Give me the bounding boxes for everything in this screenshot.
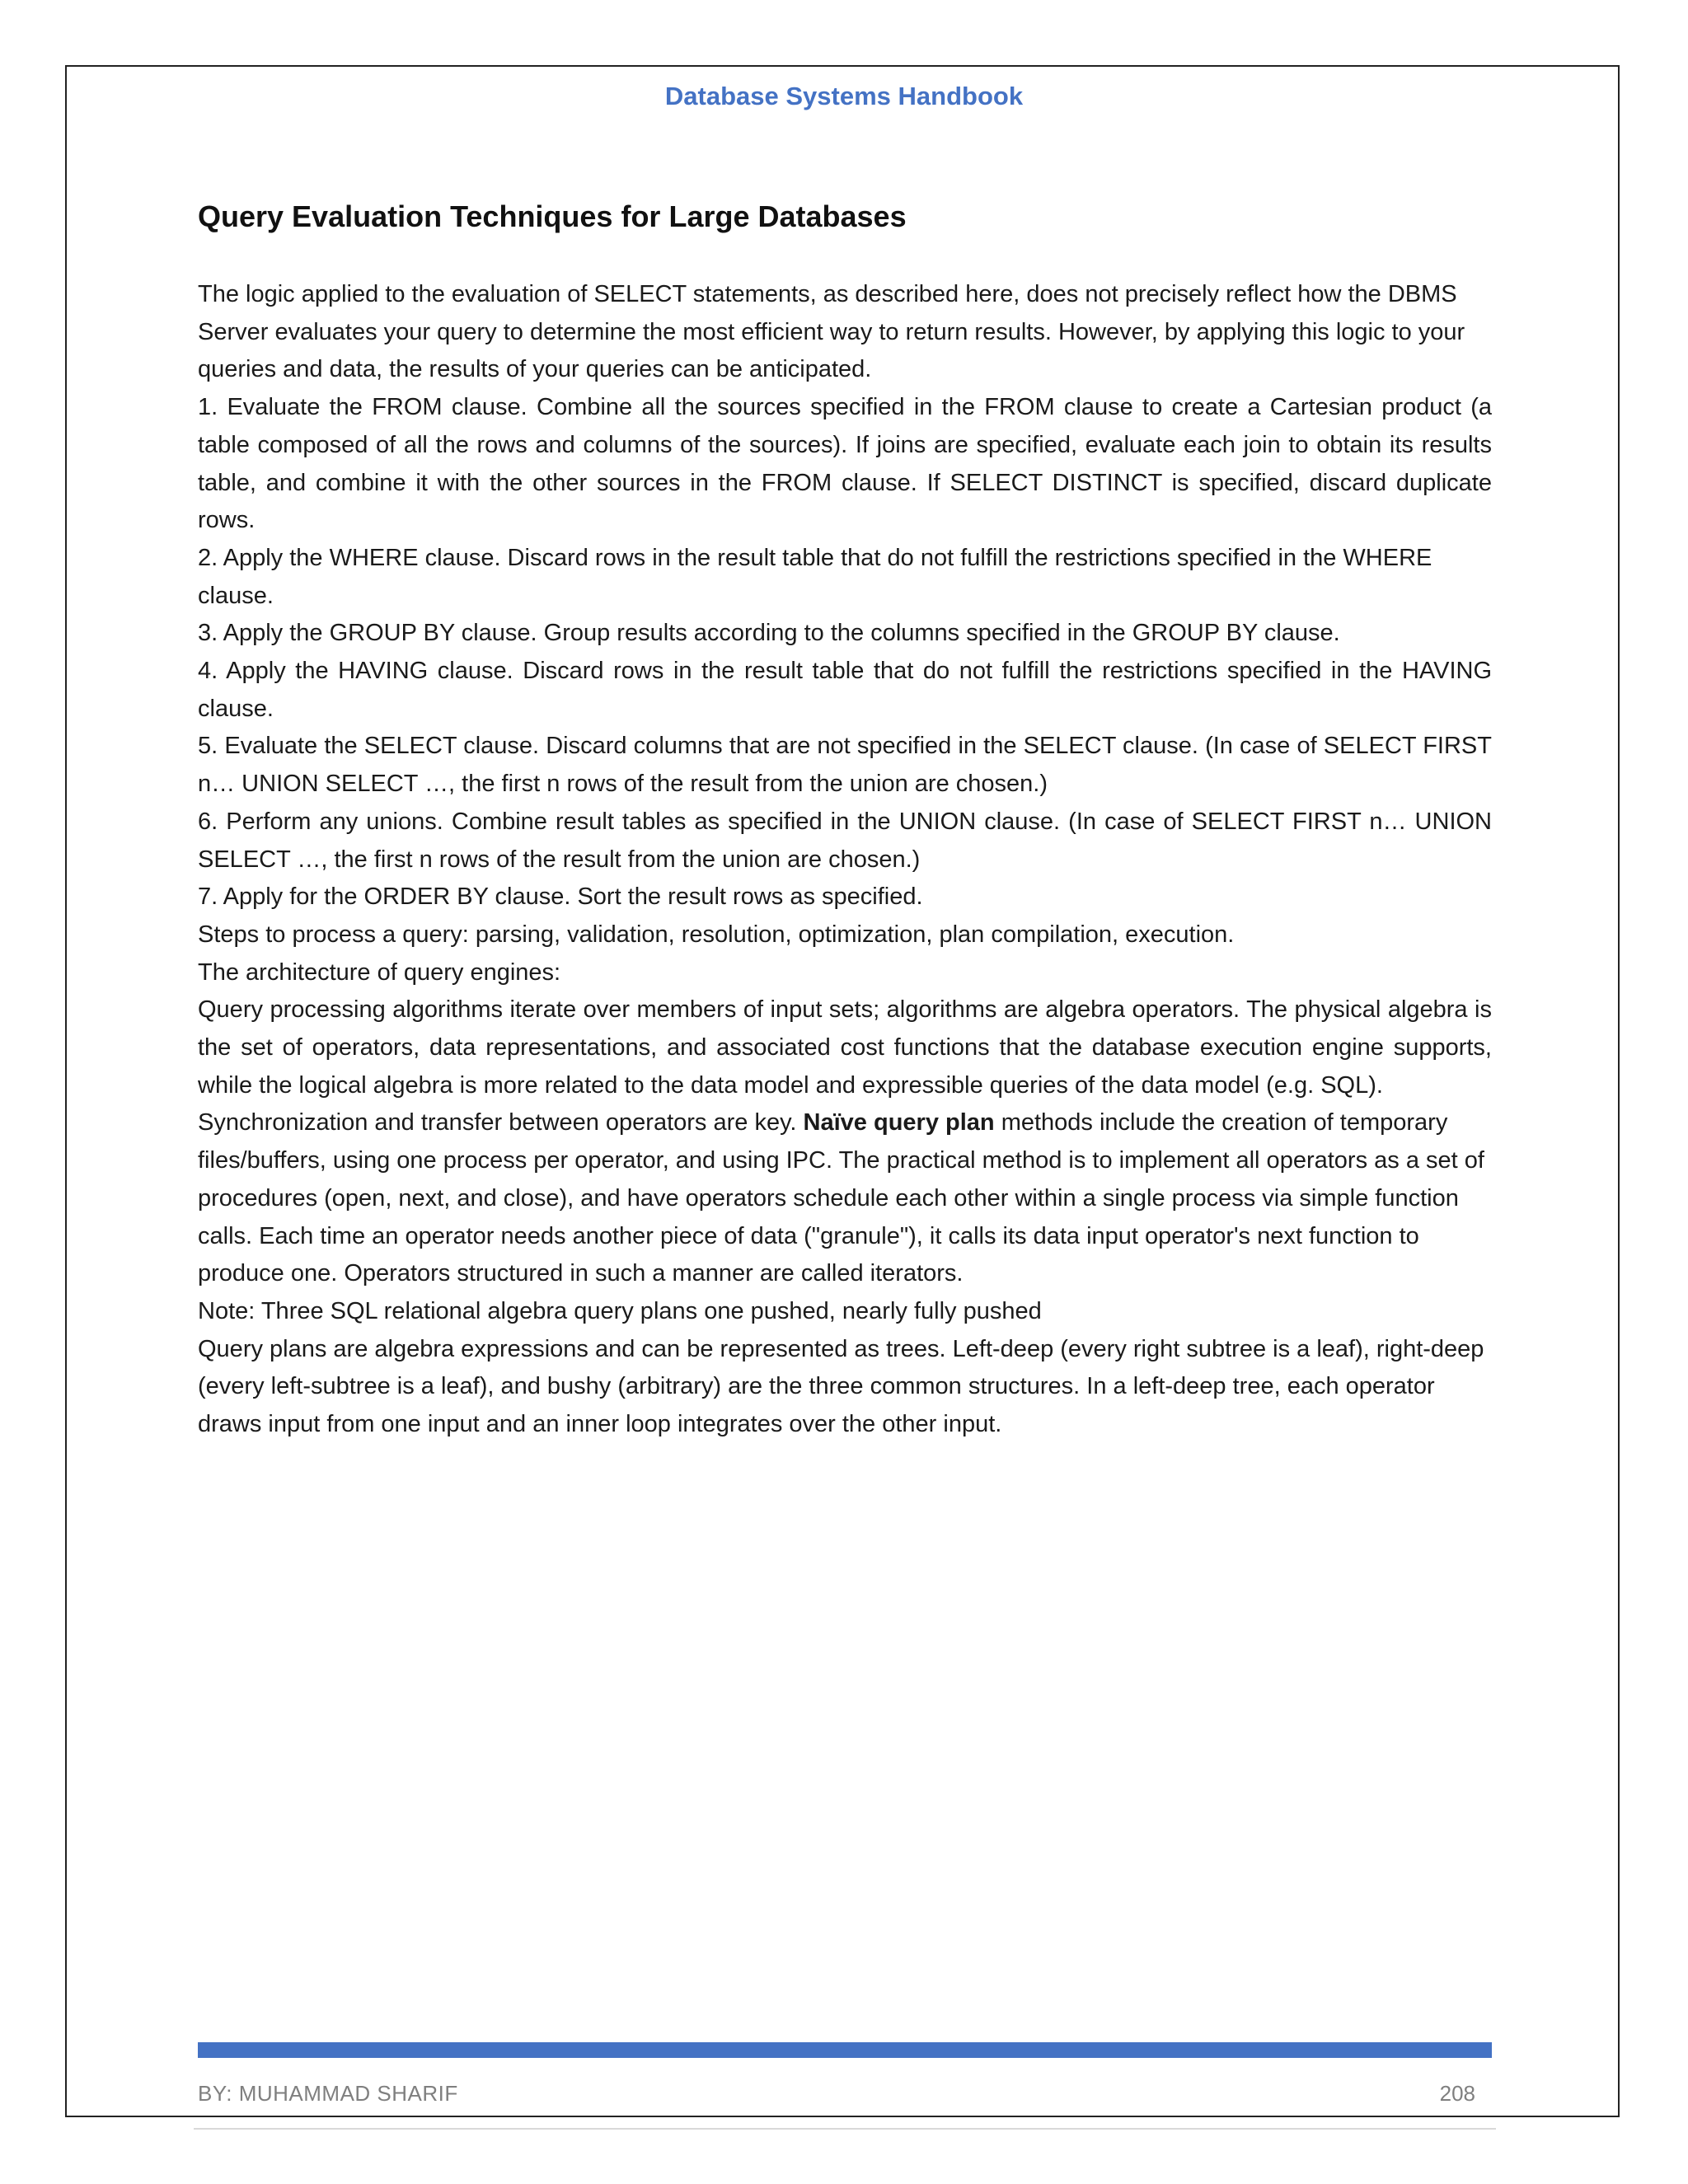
step-5-paragraph: 5. Evaluate the SELECT clause. Discard columns that are not specified in the SELECT clause. (In case of SELECT FIRST n… UNION SELECT …, the first n rows of the result from the union are chosen.) [198, 733, 1492, 798]
intro-paragraph: The logic applied to the evaluation of SELECT statements, as described here, does not precisely reflect how the DBMS Server evaluates your query to determine the most efficient way to return results. However, by applying this logic to your queries and data, the results of your queries can be anticipated. [198, 281, 1465, 383]
architecture-heading-line: The architecture of query engines: [198, 958, 561, 986]
step-1-paragraph: 1. Evaluate the FROM clause. Combine all the sources specified in the FROM clause to create a Cartesian product (a table composed of all the rows and columns of the sources). If joins are specified, evaluate each join to obtain its results table, and combine it with the other sources in the FROM clause. If SELECT DISTINCT is specified, discard duplicate rows. [198, 394, 1492, 534]
note-paragraph: Note: Three SQL relational algebra query plans one pushed, nearly fully pushed [198, 1297, 1042, 1324]
naive-query-plan-term: Naïve query plan [803, 1109, 995, 1137]
step-3-paragraph: 3. Apply the GROUP BY clause. Group results according to the columns specified in the GROUP BY clause. [198, 620, 1340, 647]
process-steps-paragraph: Steps to process a query: parsing, validation, resolution, optimization, plan compilation, execution. [198, 921, 1235, 948]
section-title: Query Evaluation Techniques for Large Databases [198, 199, 907, 233]
running-header: Database Systems Handbook [664, 82, 1024, 110]
step-6-paragraph: 6. Perform any unions. Combine result tables as specified in the UNION clause. (In case of SELECT FIRST n… UNION SELECT …, the first n rows of the result from the union are chosen.) [198, 808, 1492, 873]
page-number: 208 [1439, 2081, 1475, 2106]
bottom-divider [194, 2128, 1496, 2130]
synchronization-paragraph [198, 1104, 1492, 1293]
synchronization-text-start: Synchronization and transfer between operators are key. [198, 1109, 804, 1137]
step-7-paragraph: 7. Apply for the ORDER BY clause. Sort the result rows as specified. [198, 883, 923, 911]
query-plans-paragraph: Query plans are algebra expressions and can be represented as trees. Left-deep (every right subtree is a leaf), right-deep (every left-subtree is a leaf), and bushy (arbitrary) are the three common structures. In a left-deep tree, each operator draws input from one input and an inner loop integrates over the other input. [198, 1335, 1484, 1438]
query-processing-paragraph: Query processing algorithms iterate over members of input sets; algorithms are algebra operators. The physical algebra is the set of operators, data representations, and associated cost functions that the database execution engine supports, while the logical algebra is more related to the data model and expressible queries of the data model (e.g. SQL). [198, 996, 1492, 1099]
step-4-paragraph: 4. Apply the HAVING clause. Discard rows in the result table that do not fulfill the restrictions specified in the HAVING clause. [198, 658, 1492, 722]
main-content [198, 198, 1492, 1444]
synchronization-text-end: methods include the creation of temporary files/buffers, using one process per operator, and using IPC. The practical method is to implement all operators as a set of procedures (open, next, and close), and have operators schedule each other within a single process via simple function calls. Each time an operator needs another piece of data ("granule"), it calls its data input operator's next function to produce one. Operators structured in such a manner are called iterators. [198, 1109, 1484, 1287]
footer-author: BY: MUHAMMAD SHARIF [198, 2081, 458, 2106]
body-text [198, 276, 1492, 1444]
footer-rule [198, 2042, 1492, 2058]
step-2-paragraph: 2. Apply the WHERE clause. Discard rows in the result table that do not fulfill the restrictions specified in the WHERE clause. [198, 544, 1432, 609]
